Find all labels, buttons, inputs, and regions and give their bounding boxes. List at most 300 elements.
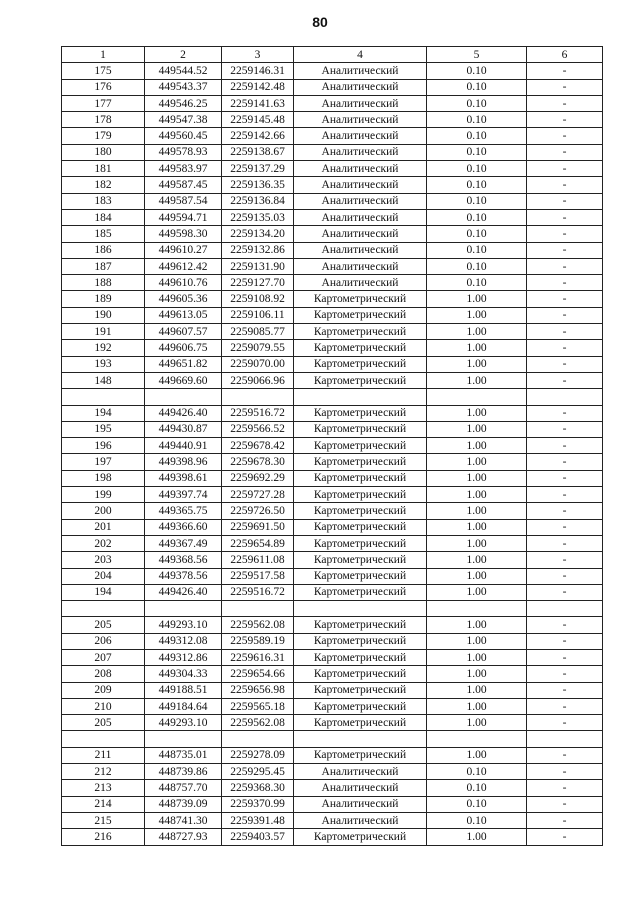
page-number: 80	[312, 14, 328, 30]
point-number-cell: 204	[62, 568, 145, 584]
point-number-cell: 194	[62, 584, 145, 600]
table-row	[62, 796, 603, 812]
method-cell: Картометрический	[294, 421, 427, 437]
accuracy-cell: 0.10	[427, 79, 527, 95]
x-coordinate-cell: 449367.49	[145, 535, 222, 551]
note-cell: -	[527, 617, 603, 633]
table-body	[62, 63, 603, 845]
y-coordinate-cell: 2259136.84	[222, 193, 294, 209]
note-cell: -	[527, 454, 603, 470]
y-coordinate-cell: 2259656.98	[222, 682, 294, 698]
point-number-cell: 206	[62, 633, 145, 649]
note-cell	[527, 731, 603, 747]
note-cell: -	[527, 340, 603, 356]
point-number-cell: 148	[62, 372, 145, 388]
method-cell: Аналитический	[294, 275, 427, 291]
note-cell: -	[527, 780, 603, 796]
point-number-cell: 195	[62, 421, 145, 437]
accuracy-cell: 1.00	[427, 324, 527, 340]
accuracy-cell: 0.10	[427, 177, 527, 193]
x-coordinate-cell: 449607.57	[145, 324, 222, 340]
accuracy-cell: 0.10	[427, 764, 527, 780]
y-coordinate-cell: 2259135.03	[222, 209, 294, 225]
table-row	[62, 764, 603, 780]
y-coordinate-cell: 2259692.29	[222, 470, 294, 486]
point-number-cell: 181	[62, 161, 145, 177]
x-coordinate-cell	[145, 731, 222, 747]
table-row	[62, 356, 603, 372]
y-coordinate-cell: 2259141.63	[222, 95, 294, 111]
table-row	[62, 454, 603, 470]
x-coordinate-cell: 449598.30	[145, 226, 222, 242]
x-coordinate-cell	[145, 601, 222, 617]
note-cell: -	[527, 666, 603, 682]
y-coordinate-cell: 2259654.66	[222, 666, 294, 682]
note-cell: -	[527, 79, 603, 95]
point-number-cell: 179	[62, 128, 145, 144]
table-row	[62, 79, 603, 95]
point-number-cell: 188	[62, 275, 145, 291]
x-coordinate-cell: 449606.75	[145, 340, 222, 356]
accuracy-cell: 1.00	[427, 503, 527, 519]
accuracy-cell: 1.00	[427, 438, 527, 454]
note-cell: -	[527, 307, 603, 323]
note-cell: -	[527, 519, 603, 535]
y-coordinate-cell: 2259562.08	[222, 617, 294, 633]
table-row	[62, 682, 603, 698]
method-cell: Аналитический	[294, 177, 427, 193]
note-cell: -	[527, 258, 603, 274]
y-coordinate-cell: 2259142.66	[222, 128, 294, 144]
method-cell: Аналитический	[294, 95, 427, 111]
accuracy-cell: 1.00	[427, 405, 527, 421]
note-cell: -	[527, 633, 603, 649]
method-cell: Картометрический	[294, 682, 427, 698]
accuracy-cell	[427, 731, 527, 747]
table-row	[62, 633, 603, 649]
accuracy-cell: 1.00	[427, 584, 527, 600]
method-cell: Картометрический	[294, 649, 427, 665]
point-number-cell: 205	[62, 617, 145, 633]
table-row	[62, 649, 603, 665]
note-cell: -	[527, 682, 603, 698]
method-cell: Картометрический	[294, 438, 427, 454]
accuracy-cell: 1.00	[427, 340, 527, 356]
note-cell: -	[527, 747, 603, 763]
x-coordinate-cell: 449368.56	[145, 552, 222, 568]
y-coordinate-cell: 2259070.00	[222, 356, 294, 372]
note-cell: -	[527, 552, 603, 568]
point-number-cell: 198	[62, 470, 145, 486]
point-number-cell: 189	[62, 291, 145, 307]
method-cell: Картометрический	[294, 340, 427, 356]
method-cell: Картометрический	[294, 584, 427, 600]
point-number-cell: 215	[62, 812, 145, 828]
point-number-cell: 185	[62, 226, 145, 242]
table-row	[62, 715, 603, 731]
table-row	[62, 193, 603, 209]
note-cell: -	[527, 275, 603, 291]
table-row	[62, 584, 603, 600]
accuracy-cell: 1.00	[427, 568, 527, 584]
method-cell: Аналитический	[294, 193, 427, 209]
x-coordinate-cell: 449188.51	[145, 682, 222, 698]
note-cell: -	[527, 470, 603, 486]
note-cell: -	[527, 128, 603, 144]
method-cell: Аналитический	[294, 780, 427, 796]
x-coordinate-cell: 449651.82	[145, 356, 222, 372]
method-cell: Аналитический	[294, 161, 427, 177]
note-cell: -	[527, 291, 603, 307]
y-coordinate-cell: 2259370.99	[222, 796, 294, 812]
method-cell: Картометрический	[294, 454, 427, 470]
note-cell: -	[527, 715, 603, 731]
point-number-cell: 213	[62, 780, 145, 796]
method-cell: Аналитический	[294, 144, 427, 160]
point-number-cell: 197	[62, 454, 145, 470]
y-coordinate-cell: 2259127.70	[222, 275, 294, 291]
point-number-cell: 210	[62, 698, 145, 714]
table-row	[62, 812, 603, 828]
method-cell: Картометрический	[294, 617, 427, 633]
table-row	[62, 226, 603, 242]
table-row	[62, 617, 603, 633]
x-coordinate-cell: 449578.93	[145, 144, 222, 160]
point-number-cell: 205	[62, 715, 145, 731]
method-cell: Картометрический	[294, 503, 427, 519]
method-cell	[294, 601, 427, 617]
method-cell: Картометрический	[294, 698, 427, 714]
accuracy-cell: 1.00	[427, 372, 527, 388]
method-cell: Картометрический	[294, 291, 427, 307]
method-cell: Картометрический	[294, 552, 427, 568]
method-cell: Картометрический	[294, 568, 427, 584]
note-cell: -	[527, 584, 603, 600]
x-coordinate-cell: 449312.08	[145, 633, 222, 649]
table-row	[62, 438, 603, 454]
header-row	[62, 47, 603, 63]
accuracy-cell: 0.10	[427, 95, 527, 111]
y-coordinate-cell: 2259562.08	[222, 715, 294, 731]
x-coordinate-cell: 449304.33	[145, 666, 222, 682]
point-number-cell: 194	[62, 405, 145, 421]
header-cell-col5: 5	[427, 47, 527, 63]
note-cell	[527, 601, 603, 617]
note-cell: -	[527, 95, 603, 111]
accuracy-cell: 0.10	[427, 209, 527, 225]
note-cell: -	[527, 356, 603, 372]
point-number-cell: 212	[62, 764, 145, 780]
accuracy-cell: 0.10	[427, 275, 527, 291]
method-cell: Картометрический	[294, 747, 427, 763]
table-row	[62, 535, 603, 551]
accuracy-cell: 0.10	[427, 796, 527, 812]
table-row	[62, 258, 603, 274]
accuracy-cell: 1.00	[427, 666, 527, 682]
x-coordinate-cell: 449583.97	[145, 161, 222, 177]
point-number-cell: 176	[62, 79, 145, 95]
x-coordinate-cell: 449613.05	[145, 307, 222, 323]
point-number-cell: 175	[62, 63, 145, 79]
x-coordinate-cell: 449546.25	[145, 95, 222, 111]
table-row	[62, 552, 603, 568]
table-row	[62, 177, 603, 193]
accuracy-cell: 1.00	[427, 617, 527, 633]
y-coordinate-cell: 2259108.92	[222, 291, 294, 307]
x-coordinate-cell: 449293.10	[145, 617, 222, 633]
accuracy-cell: 1.00	[427, 307, 527, 323]
table-row	[62, 128, 603, 144]
note-cell: -	[527, 193, 603, 209]
x-coordinate-cell: 449587.45	[145, 177, 222, 193]
x-coordinate-cell: 449184.64	[145, 698, 222, 714]
point-number-cell: 178	[62, 112, 145, 128]
accuracy-cell: 0.10	[427, 780, 527, 796]
accuracy-cell	[427, 389, 527, 405]
method-cell: Аналитический	[294, 812, 427, 828]
method-cell: Аналитический	[294, 226, 427, 242]
point-number-cell: 192	[62, 340, 145, 356]
point-number-cell: 186	[62, 242, 145, 258]
y-coordinate-cell: 2259678.30	[222, 454, 294, 470]
note-cell: -	[527, 829, 603, 845]
y-coordinate-cell: 2259106.11	[222, 307, 294, 323]
table-row	[62, 389, 603, 405]
method-cell: Аналитический	[294, 242, 427, 258]
point-number-cell: 190	[62, 307, 145, 323]
table-row	[62, 63, 603, 79]
accuracy-cell: 1.00	[427, 649, 527, 665]
note-cell: -	[527, 568, 603, 584]
y-coordinate-cell: 2259134.20	[222, 226, 294, 242]
method-cell: Картометрический	[294, 356, 427, 372]
point-number-cell: 208	[62, 666, 145, 682]
accuracy-cell: 1.00	[427, 470, 527, 486]
x-coordinate-cell: 448739.09	[145, 796, 222, 812]
table-row	[62, 747, 603, 763]
y-coordinate-cell: 2259142.48	[222, 79, 294, 95]
x-coordinate-cell: 449560.45	[145, 128, 222, 144]
x-coordinate-cell: 449430.87	[145, 421, 222, 437]
accuracy-cell: 0.10	[427, 242, 527, 258]
accuracy-cell: 0.10	[427, 161, 527, 177]
point-number-cell: 203	[62, 552, 145, 568]
y-coordinate-cell: 2259137.29	[222, 161, 294, 177]
accuracy-cell: 1.00	[427, 356, 527, 372]
accuracy-cell: 0.10	[427, 144, 527, 160]
note-cell	[527, 389, 603, 405]
y-coordinate-cell: 2259611.08	[222, 552, 294, 568]
x-coordinate-cell: 449544.52	[145, 63, 222, 79]
note-cell: -	[527, 226, 603, 242]
point-number-cell: 182	[62, 177, 145, 193]
point-number-cell: 199	[62, 487, 145, 503]
x-coordinate-cell: 448757.70	[145, 780, 222, 796]
y-coordinate-cell: 2259391.48	[222, 812, 294, 828]
y-coordinate-cell: 2259654.89	[222, 535, 294, 551]
accuracy-cell	[427, 601, 527, 617]
x-coordinate-cell: 449610.76	[145, 275, 222, 291]
point-number-cell: 196	[62, 438, 145, 454]
table-row	[62, 372, 603, 388]
x-coordinate-cell	[145, 389, 222, 405]
accuracy-cell: 1.00	[427, 747, 527, 763]
x-coordinate-cell: 449365.75	[145, 503, 222, 519]
header-cell-col3: 3	[222, 47, 294, 63]
y-coordinate-cell: 2259566.52	[222, 421, 294, 437]
method-cell: Картометрический	[294, 487, 427, 503]
accuracy-cell: 1.00	[427, 698, 527, 714]
table-row	[62, 324, 603, 340]
y-coordinate-cell: 2259403.57	[222, 829, 294, 845]
note-cell: -	[527, 324, 603, 340]
y-coordinate-cell: 2259278.09	[222, 747, 294, 763]
x-coordinate-cell: 449594.71	[145, 209, 222, 225]
x-coordinate-cell: 448741.30	[145, 812, 222, 828]
x-coordinate-cell: 449378.56	[145, 568, 222, 584]
point-number-cell: 201	[62, 519, 145, 535]
note-cell: -	[527, 764, 603, 780]
y-coordinate-cell: 2259145.48	[222, 112, 294, 128]
y-coordinate-cell: 2259726.50	[222, 503, 294, 519]
y-coordinate-cell: 2259691.50	[222, 519, 294, 535]
table-row	[62, 519, 603, 535]
method-cell	[294, 731, 427, 747]
y-coordinate-cell: 2259066.96	[222, 372, 294, 388]
y-coordinate-cell: 2259565.18	[222, 698, 294, 714]
point-number-cell	[62, 389, 145, 405]
note-cell: -	[527, 812, 603, 828]
point-number-cell: 209	[62, 682, 145, 698]
y-coordinate-cell: 2259131.90	[222, 258, 294, 274]
y-coordinate-cell: 2259085.77	[222, 324, 294, 340]
table-row	[62, 601, 603, 617]
point-number-cell: 180	[62, 144, 145, 160]
method-cell: Аналитический	[294, 128, 427, 144]
method-cell: Аналитический	[294, 112, 427, 128]
x-coordinate-cell: 449547.38	[145, 112, 222, 128]
x-coordinate-cell: 449426.40	[145, 405, 222, 421]
note-cell: -	[527, 438, 603, 454]
y-coordinate-cell	[222, 731, 294, 747]
table-row	[62, 307, 603, 323]
y-coordinate-cell: 2259295.45	[222, 764, 294, 780]
point-number-cell: 216	[62, 829, 145, 845]
table-row	[62, 209, 603, 225]
note-cell: -	[527, 796, 603, 812]
x-coordinate-cell: 449587.54	[145, 193, 222, 209]
y-coordinate-cell	[222, 389, 294, 405]
accuracy-cell: 1.00	[427, 715, 527, 731]
header-cell-col2: 2	[145, 47, 222, 63]
method-cell: Картометрический	[294, 470, 427, 486]
method-cell: Картометрический	[294, 307, 427, 323]
accuracy-cell: 0.10	[427, 258, 527, 274]
y-coordinate-cell: 2259516.72	[222, 584, 294, 600]
x-coordinate-cell: 448735.01	[145, 747, 222, 763]
point-number-cell: 177	[62, 95, 145, 111]
accuracy-cell: 0.10	[427, 63, 527, 79]
accuracy-cell: 1.00	[427, 552, 527, 568]
table-row	[62, 275, 603, 291]
x-coordinate-cell: 449610.27	[145, 242, 222, 258]
header-cell-col1: 1	[62, 47, 145, 63]
table-row	[62, 698, 603, 714]
x-coordinate-cell: 448739.86	[145, 764, 222, 780]
x-coordinate-cell: 449426.40	[145, 584, 222, 600]
note-cell: -	[527, 487, 603, 503]
point-number-cell: 193	[62, 356, 145, 372]
x-coordinate-cell: 449293.10	[145, 715, 222, 731]
method-cell: Картометрический	[294, 405, 427, 421]
y-coordinate-cell: 2259727.28	[222, 487, 294, 503]
note-cell: -	[527, 698, 603, 714]
note-cell: -	[527, 144, 603, 160]
table-row	[62, 421, 603, 437]
note-cell: -	[527, 209, 603, 225]
y-coordinate-cell: 2259678.42	[222, 438, 294, 454]
note-cell: -	[527, 535, 603, 551]
accuracy-cell: 0.10	[427, 226, 527, 242]
table-header	[62, 47, 603, 63]
y-coordinate-cell: 2259589.19	[222, 633, 294, 649]
x-coordinate-cell: 449398.61	[145, 470, 222, 486]
method-cell: Картометрический	[294, 666, 427, 682]
note-cell: -	[527, 177, 603, 193]
table-row	[62, 503, 603, 519]
y-coordinate-cell: 2259616.31	[222, 649, 294, 665]
note-cell: -	[527, 405, 603, 421]
point-number-cell: 211	[62, 747, 145, 763]
x-coordinate-cell: 449397.74	[145, 487, 222, 503]
note-cell: -	[527, 503, 603, 519]
accuracy-cell: 1.00	[427, 487, 527, 503]
table-row	[62, 470, 603, 486]
y-coordinate-cell: 2259516.72	[222, 405, 294, 421]
table-row	[62, 405, 603, 421]
point-number-cell: 183	[62, 193, 145, 209]
accuracy-cell: 1.00	[427, 421, 527, 437]
x-coordinate-cell: 449612.42	[145, 258, 222, 274]
method-cell: Картометрический	[294, 324, 427, 340]
note-cell: -	[527, 242, 603, 258]
note-cell: -	[527, 112, 603, 128]
accuracy-cell: 1.00	[427, 633, 527, 649]
point-number-cell	[62, 731, 145, 747]
note-cell: -	[527, 161, 603, 177]
method-cell	[294, 389, 427, 405]
accuracy-cell: 1.00	[427, 535, 527, 551]
method-cell: Картометрический	[294, 715, 427, 731]
x-coordinate-cell: 449366.60	[145, 519, 222, 535]
accuracy-cell: 0.10	[427, 112, 527, 128]
note-cell: -	[527, 63, 603, 79]
coordinates-table	[61, 46, 603, 846]
accuracy-cell: 0.10	[427, 193, 527, 209]
method-cell: Аналитический	[294, 258, 427, 274]
x-coordinate-cell: 449669.60	[145, 372, 222, 388]
method-cell: Аналитический	[294, 63, 427, 79]
accuracy-cell: 1.00	[427, 519, 527, 535]
accuracy-cell: 1.00	[427, 454, 527, 470]
accuracy-cell: 1.00	[427, 829, 527, 845]
point-number-cell: 191	[62, 324, 145, 340]
method-cell: Картометрический	[294, 372, 427, 388]
y-coordinate-cell: 2259138.67	[222, 144, 294, 160]
table-row	[62, 829, 603, 845]
x-coordinate-cell: 449398.96	[145, 454, 222, 470]
x-coordinate-cell: 449312.86	[145, 649, 222, 665]
